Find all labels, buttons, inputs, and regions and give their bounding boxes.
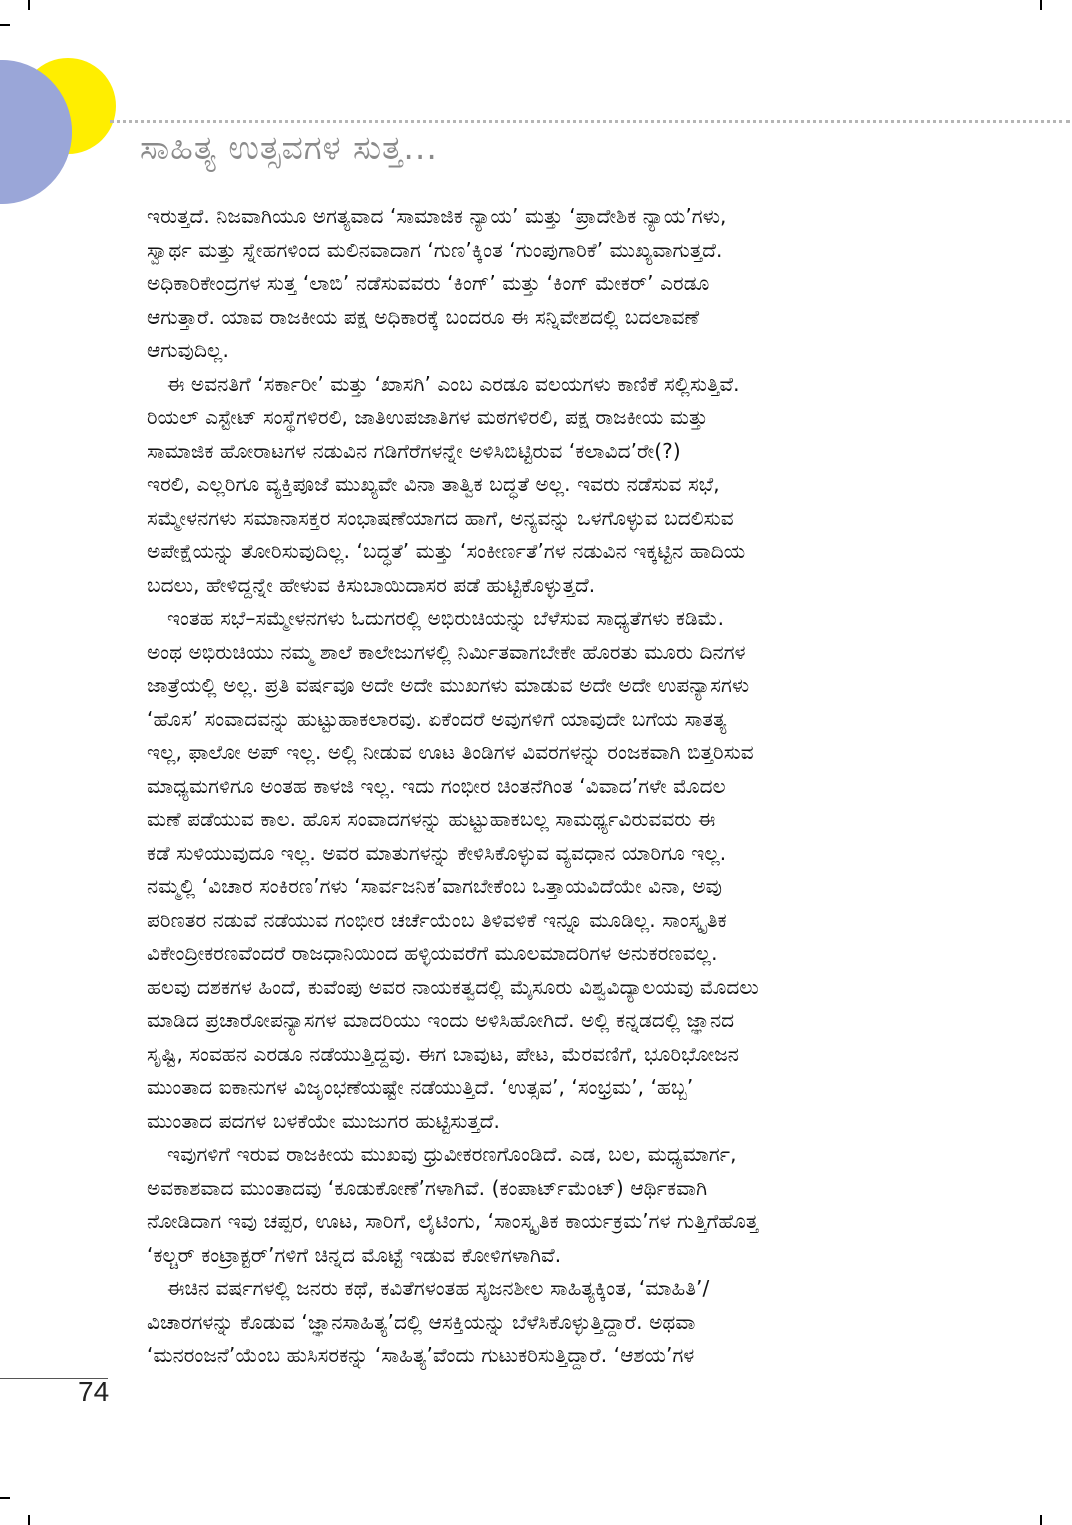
- body-line: ಹಲವು ದಶಕಗಳ ಹಿಂದೆ, ಕುವೆಂಪು ಅವರ ನಾಯಕತ್ವದಲ್ಲಿ ಮೈಸೂರು ವಿಶ್ವವಿದ್ಯಾಲಯವು ಮೊದಲು: [147, 974, 759, 999]
- body-line: ಸ್ವಾರ್ಥ ಮತ್ತು ಸ್ನೇಹಗಳಿಂದ ಮಲಿನವಾದಾಗ ‘ಗುಣ’ಕ್ಕಿಂತ ‘ಗುಂಪುಗಾರಿಕೆ’ ಮುಖ್ಯವಾಗುತ್ತದೆ.: [147, 237, 723, 262]
- decorative-circles: [0, 0, 160, 220]
- header-dotted-rule: [110, 120, 1070, 123]
- body-line: ಇಲ್ಲ, ಫಾಲೋ ಅಪ್ ಇಲ್ಲ. ಅಲ್ಲಿ ನೀಡುವ ಊಟ ತಿಂಡಿಗಳ ವಿವರಗಳನ್ನು ರಂಜಕವಾಗಿ ಬಿತ್ತರಿಸುವ: [147, 740, 754, 764]
- body-line: ಇಂತಹ ಸಭೆ–ಸಮ್ಮೇಳನಗಳು ಓದುಗರಲ್ಲಿ ಅಭಿರುಚಿಯನ್ನು ಬೆಳೆಸುವ ಸಾಧ್ಯತೆಗಳು ಕಡಿಮೆ.: [167, 606, 725, 630]
- body-line: ಮಾಡಿದ ಪ್ರಚಾರೋಪನ್ಯಾಸಗಳ ಮಾದರಿಯು ಇಂದು ಅಳಿಸಿಹೋಗಿದೆ. ಅಲ್ಲಿ ಕನ್ನಡದಲ್ಲಿ ಜ್ಞಾನದ: [147, 1008, 735, 1032]
- body-line: ‘ಮನರಂಜನೆ’ಯೆಂಬ ಹುಸಿಸರಕನ್ನು ‘ಸಾಹಿತ್ಯ’ವೆಂದು ಗುಟುಕರಿಸುತ್ತಿದ್ದಾರೆ. ‘ಆಶಯ’ಗಳ: [147, 1343, 695, 1367]
- crop-mark-bottom-left: [28, 1515, 30, 1525]
- running-header-title: ಸಾಹಿತ್ಯ ಉತ್ಸವಗಳ ಸುತ್ತ...: [140, 128, 438, 167]
- body-line: ಸೃಷ್ಟಿ, ಸಂವಹನ ಎರಡೂ ನಡೆಯುತ್ತಿದ್ದವು. ಈಗ ಬಾವುಟ, ಪೇಟ, ಮೆರವಣಿಗೆ, ಭೂರಿಭೋಜನ: [147, 1041, 740, 1066]
- page-number: 74: [78, 1376, 110, 1407]
- body-line: ಸಮ್ಮೇಳನಗಳು ಸಮಾನಾಸಕ್ತರ ಸಂಭಾಷಣೆಯಾಗದ ಹಾಗೆ, ಅನ್ಯವನ್ನು ಒಳಗೊಳ್ಳುವ ಬದಲಿಸುವ: [147, 505, 734, 530]
- body-line: ಆಗುವುದಿಲ್ಲ.: [147, 338, 229, 362]
- body-text: [147, 200, 947, 1373]
- body-line: ಅಧಿಕಾರಿಕೇಂದ್ರಗಳ ಸುತ್ತ ‘ಲಾಬಿ’ ನಡೆಸುವವರು ‘ಕಿಂಗ್’ ಮತ್ತು ‘ಕಿಂಗ್ ಮೇಕರ್’ ಎರಡೂ: [147, 271, 710, 295]
- body-line: ಅಂಥ ಅಭಿರುಚಿಯು ನಮ್ಮ ಶಾಲೆ ಕಾಲೇಜುಗಳಲ್ಲಿ ನಿರ್ಮಿತವಾಗಬೇಕೇ ಹೊರತು ಮೂರು ದಿನಗಳ: [147, 639, 746, 664]
- body-line: ‘ಕಲ್ಚರ್ ಕಂಟ್ರಾಕ್ಟರ್’ಗಳಿಗೆ ಚಿನ್ನದ ಮೊಟ್ಟೆ ಇಡುವ ಕೋಳಿಗಳಾಗಿವೆ.: [147, 1242, 562, 1267]
- body-line: ಮುಂತಾದ ಐಕಾನುಗಳ ವಿಜೃಂಭಣೆಯಷ್ಟೇ ನಡೆಯುತ್ತಿದೆ. ‘ಉತ್ಸವ’, ‘ಸಂಭ್ರಮ’, ‘ಹಬ್ಬ’: [147, 1075, 694, 1099]
- body-line: ರಿಯಲ್ ಎಸ್ಟೇಟ್ ಸಂಸ್ಥೆಗಳಿರಲಿ, ಜಾತಿಉಪಜಾತಿಗಳ ಮಠಗಳಿರಲಿ, ಪಕ್ಷ ರಾಜಕೀಯ ಮತ್ತು: [147, 405, 708, 429]
- body-line: ಆಗುತ್ತಾರೆ. ಯಾವ ರಾಜಕೀಯ ಪಕ್ಷ ಅಧಿಕಾರಕ್ಕೆ ಬಂದರೂ ಈ ಸನ್ನಿವೇಶದಲ್ಲಿ ಬದಲಾವಣೆ: [147, 304, 700, 329]
- crop-mark-bottom-right: [1040, 1515, 1042, 1525]
- body-line: ಕಡೆ ಸುಳಿಯುವುದೂ ಇಲ್ಲ. ಅವರ ಮಾತುಗಳನ್ನು ಕೇಳಿಸಿಕೊಳ್ಳುವ ವ್ಯವಧಾನ ಯಾರಿಗೂ ಇಲ್ಲ.: [147, 840, 727, 865]
- body-line: ಈ ಅವನತಿಗೆ ‘ಸರ್ಕಾರೀ’ ಮತ್ತು ‘ಖಾಸಗಿ’ ಎಂಬ ಎರಡೂ ವಲಯಗಳು ಕಾಣಿಕೆ ಸಲ್ಲಿಸುತ್ತಿವೆ.: [167, 371, 740, 396]
- body-line: ಬದಲು, ಹೇಳಿದ್ದನ್ನೇ ಹೇಳುವ ಕಿಸುಬಾಯಿದಾಸರ ಪಡೆ ಹುಟ್ಟಿಕೊಳ್ಳುತ್ತದೆ.: [147, 572, 596, 597]
- body-line: ಇವುಗಳಿಗೆ ಇರುವ ರಾಜಕೀಯ ಮುಖವು ಧ್ರುವೀಕರಣಗೊಂಡಿದೆ. ಎಡ, ಬಲ, ಮಧ್ಯಮಾರ್ಗ,: [167, 1142, 737, 1166]
- body-line: ಮುಂತಾದ ಪದಗಳ ಬಳಕೆಯೇ ಮುಜುಗರ ಹುಟ್ಟಿಸುತ್ತದೆ.: [147, 1108, 501, 1133]
- body-line: ಇರಲಿ, ಎಲ್ಲರಿಗೂ ವ್ಯಕ್ತಿಪೂಜೆ ಮುಖ್ಯವೇ ವಿನಾ ತಾತ್ವಿಕ ಬದ್ಧತೆ ಅಲ್ಲ. ಇವರು ನಡೆಸುವ ಸಭೆ,: [147, 472, 720, 496]
- body-line: ಈಚಿನ ವರ್ಷಗಳಲ್ಲಿ ಜನರು ಕಥೆ, ಕವಿತೆಗಳಂತಹ ಸೃಜನಶೀಲ ಸಾಹಿತ್ಯಕ್ಕಿಂತ, ‘ಮಾಹಿತಿ’/: [167, 1276, 710, 1300]
- body-line: ಮಾಧ್ಯಮಗಳಿಗೂ ಅಂತಹ ಕಾಳಜಿ ಇಲ್ಲ. ಇದು ಗಂಭೀರ ಚಿಂತನೆಗಿಂತ ‘ವಿವಾದ’ಗಳೇ ಮೊದಲ: [147, 773, 726, 798]
- body-line: ಅಪೇಕ್ಷೆಯನ್ನು ತೋರಿಸುವುದಿಲ್ಲ. ‘ಬದ್ಧತೆ’ ಮತ್ತು ‘ಸಂಕೀರ್ಣತೆ’ಗಳ ನಡುವಿನ ಇಕ್ಕಟ್ಟಿನ ಹಾದಿಯ: [147, 539, 746, 563]
- body-line: ಜಾತ್ರೆಯಲ್ಲಿ ಅಲ್ಲ. ಪ್ರತಿ ವರ್ಷವೂ ಅದೇ ಅದೇ ಮುಖಗಳು ಮಾಡುವ ಅದೇ ಅದೇ ಉಪನ್ಯಾಸಗಳು: [147, 673, 750, 697]
- body-line: ನಮ್ಮಲ್ಲಿ ‘ವಿಚಾರ ಸಂಕಿರಣ’ಗಳು ‘ಸಾರ್ವಜನಿಕ’ವಾಗಬೇಕೆಂಬ ಒತ್ತಾಯವಿದೆಯೇ ವಿನಾ, ಅವು: [147, 874, 723, 898]
- crop-mark-top-right: [1040, 0, 1042, 10]
- crop-mark-left-bottom: [0, 1497, 10, 1499]
- body-line: ಪರಿಣತರ ನಡುವೆ ನಡೆಯುವ ಗಂಭೀರ ಚರ್ಚೆಯೆಂಬ ತಿಳಿವಳಿಕೆ ಇನ್ನೂ ಮೂಡಿಲ್ಲ. ಸಾಂಸ್ಕೃತಿಕ: [147, 907, 727, 932]
- body-line: ಇರುತ್ತದೆ. ನಿಜವಾಗಿಯೂ ಅಗತ್ಯವಾದ ‘ಸಾಮಾಜಿಕ ನ್ಯಾಯ’ ಮತ್ತು ‘ಪ್ರಾದೇಶಿಕ ನ್ಯಾಯ’ಗಳು,: [147, 204, 727, 228]
- body-line: ನೋಡಿದಾಗ ಇವು ಚಪ್ಪರ, ಊಟ, ಸಾರಿಗೆ, ಲೈಟಿಂಗು, ‘ಸಾಂಸ್ಕೃತಿಕ ಕಾರ್ಯಕ್ರಮ’ಗಳ ಗುತ್ತಿಗೆಹೊತ್ತ: [147, 1209, 759, 1233]
- body-line: ಸಾಮಾಜಿಕ ಹೋರಾಟಗಳ ನಡುವಿನ ಗಡಿಗೆರೆಗಳನ್ನೇ ಅಳಿಸಿಬಿಟ್ಟಿರುವ ‘ಕಲಾವಿದ’ರೇ(?): [147, 438, 681, 463]
- body-line: ‘ಹೊಸ’ ಸಂವಾದವನ್ನು ಹುಟ್ಟುಹಾಕಲಾರವು. ಏಕೆಂದರೆ ಅವುಗಳಿಗೆ ಯಾವುದೇ ಬಗೆಯ ಸಾತತ್ಯ: [147, 706, 727, 731]
- body-line: ಮಣೆ ಪಡೆಯುವ ಕಾಲ. ಹೊಸ ಸಂವಾದಗಳನ್ನು ಹುಟ್ಟುಹಾಕಬಲ್ಲ ಸಾಮರ್ಥ್ಯವಿರುವವರು ಈ: [147, 807, 716, 831]
- body-line: ಅವಕಾಶವಾದ ಮುಂತಾದವು ‘ಕೂಡುಕೋಣೆ’ಗಳಾಗಿವೆ. (ಕಂಪಾರ್ಟ್‌ಮೆಂಟ್) ಆರ್ಥಿಕವಾಗಿ: [147, 1175, 708, 1200]
- body-line: ವಿಕೇಂದ್ರೀಕರಣವೆಂದರೆ ರಾಜಧಾನಿಯಿಂದ ಹಳ್ಳಿಯವರೆಗೆ ಮೂಲಮಾದರಿಗಳ ಅನುಕರಣವಲ್ಲ.: [147, 941, 718, 965]
- body-line: ವಿಚಾರಗಳನ್ನು ಕೊಡುವ ‘ಜ್ಞಾನಸಾಹಿತ್ಯ’ದಲ್ಲಿ ಆಸಕ್ತಿಯನ್ನು ಬೆಳೆಸಿಕೊಳ್ಳುತ್ತಿದ್ದಾರೆ. ಅಥವಾ: [147, 1309, 696, 1334]
